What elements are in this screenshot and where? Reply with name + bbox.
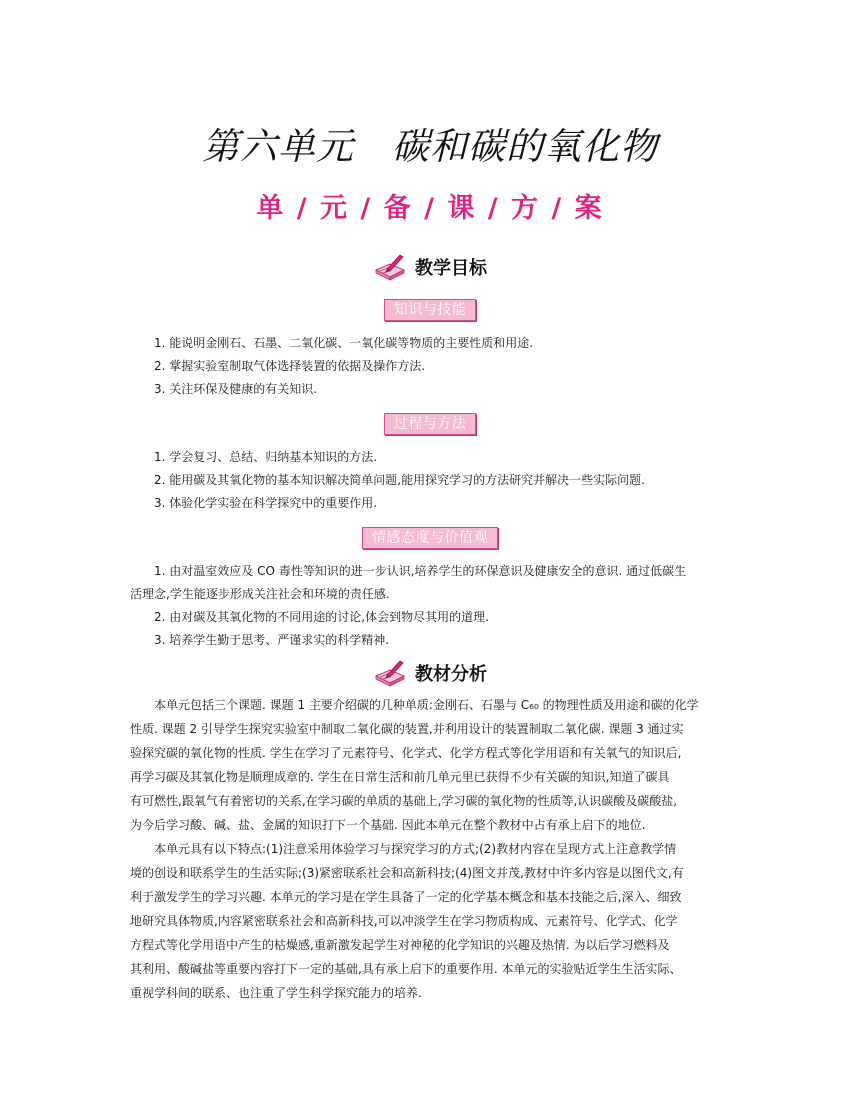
paragraph-line: 方程式等化学用语中产生的枯燥感,重新激发起学生对神秘的化学知识的兴趣及热情. 为以后学习燃料及 (130, 938, 670, 952)
paragraph-line: 性质. 课题 2 引导学生探究实验室中制取二氧化碳的装置,并利用设计的装置制取二氧化碳. 课题 3 通过实 (130, 722, 684, 736)
paragraph-line: 为今后学习酸、碱、盐、金属的知识打下一个基础. 因此本单元在整个教材中占有承上启下的地位. (130, 818, 646, 832)
tag-process-method (0, 413, 860, 435)
analysis-paragraph-2 (130, 837, 734, 1005)
pen-and-book-icon (373, 658, 407, 688)
page-subtitle: 单 / 元 / 备 / 课 / 方 / 案 (256, 193, 604, 224)
paragraph-line: 有可燃性,跟氧气有着密切的关系,在学习碳的单质的基础上,学习碳的氧化物的性质等,认识碳酸及碳酸盐, (130, 794, 678, 808)
section-heading-label: 教材分析 (415, 664, 487, 685)
list-item: 1. 由对温室效应及 CO 毒性等知识的进一步认识,培养学生的环保意识及健康安全的意识. 通过低碳生 (154, 564, 687, 578)
list-item: 3. 培养学生勤于思考、严谨求实的科学精神. (154, 633, 390, 647)
list-item: 2. 由对碳及其氧化物的不同用途的讨论,体会到物尽其用的道理. (154, 610, 489, 624)
pen-and-book-icon (373, 252, 407, 282)
paragraph-line: 验探究碳的氧化物的性质. 学生在学习了元素符号、化学式、化学方程式等化学用语和有关氧气的知识后, (130, 746, 682, 760)
list-item: 2. 能用碳及其氧化物的基本知识解决简单问题,能用探究学习的方法研究并解决一些实际问题. (154, 473, 645, 487)
section-heading-label: 教学目标 (415, 258, 487, 279)
paragraph-line: 利于激发学生的学习兴趣. 本单元的学习是在学生具备了一定的化学基本概念和基本技能之后,深入、细致 (130, 890, 682, 904)
page-title: 第六单元 碳和碳的氧化物 (202, 125, 658, 168)
tag-label: 过程与方法 (384, 413, 477, 435)
paragraph-line: 境的创设和联系学生的生活实际;(3)紧密联系社会和高新科技;(4)图文并茂,教材中许多内容是以图代文,有 (130, 866, 684, 880)
list-item: 3. 体验化学实验在科学探究中的重要作用. (154, 496, 378, 510)
paragraph-line: 地研究具体物质,内容紧密联系社会和高新科技,可以冲淡学生在学习物质构成、元素符号、化学式、化学 (130, 914, 678, 928)
paragraph-line: 其利用、酸碱盐等重要内容打下一定的基础,具有承上启下的重要作用. 本单元的实验贴近学生生活实际、 (130, 962, 682, 976)
paragraph-line: 本单元包括三个课题. 课题 1 主要介绍碳的几种单质:金刚石、石墨与 C₆₀ 的物理性质及用途和碳的化学 (154, 698, 699, 712)
section-heading-objectives (0, 252, 860, 282)
list-item-continuation: 活理念,学生能逐步形成关注社会和环境的责任感. (130, 587, 390, 601)
section-heading-analysis (0, 658, 860, 688)
tag-label: 情感态度与价值观 (362, 527, 498, 549)
list-item: 1. 学会复习、总结、归纳基本知识的方法. (154, 450, 378, 464)
tag-knowledge-skills (0, 299, 860, 321)
paragraph-line: 本单元具有以下特点:(1)注意采用体验学习与探究学习的方式;(2)教材内容在呈现方式上注意教学情 (154, 842, 677, 856)
paragraph-line: 重视学科间的联系、也注重了学生科学探究能力的培养. (130, 986, 422, 1000)
list-item: 3. 关注环保及健康的有关知识. (154, 382, 318, 396)
analysis-paragraph-1 (130, 693, 734, 837)
paragraph-line: 再学习碳及其氧化物是顺理成章的. 学生在日常生活和前几单元里已获得不少有关碳的知识,知道了碳具 (130, 770, 670, 784)
tag-attitude-values (0, 527, 860, 549)
tag-label: 知识与技能 (384, 299, 477, 321)
list-item: 2. 掌握实验室制取气体选择装置的依据及操作方法. (154, 359, 426, 373)
list-item: 1. 能说明金刚石、石墨、二氧化碳、一氧化碳等物质的主要性质和用途. (154, 336, 534, 350)
